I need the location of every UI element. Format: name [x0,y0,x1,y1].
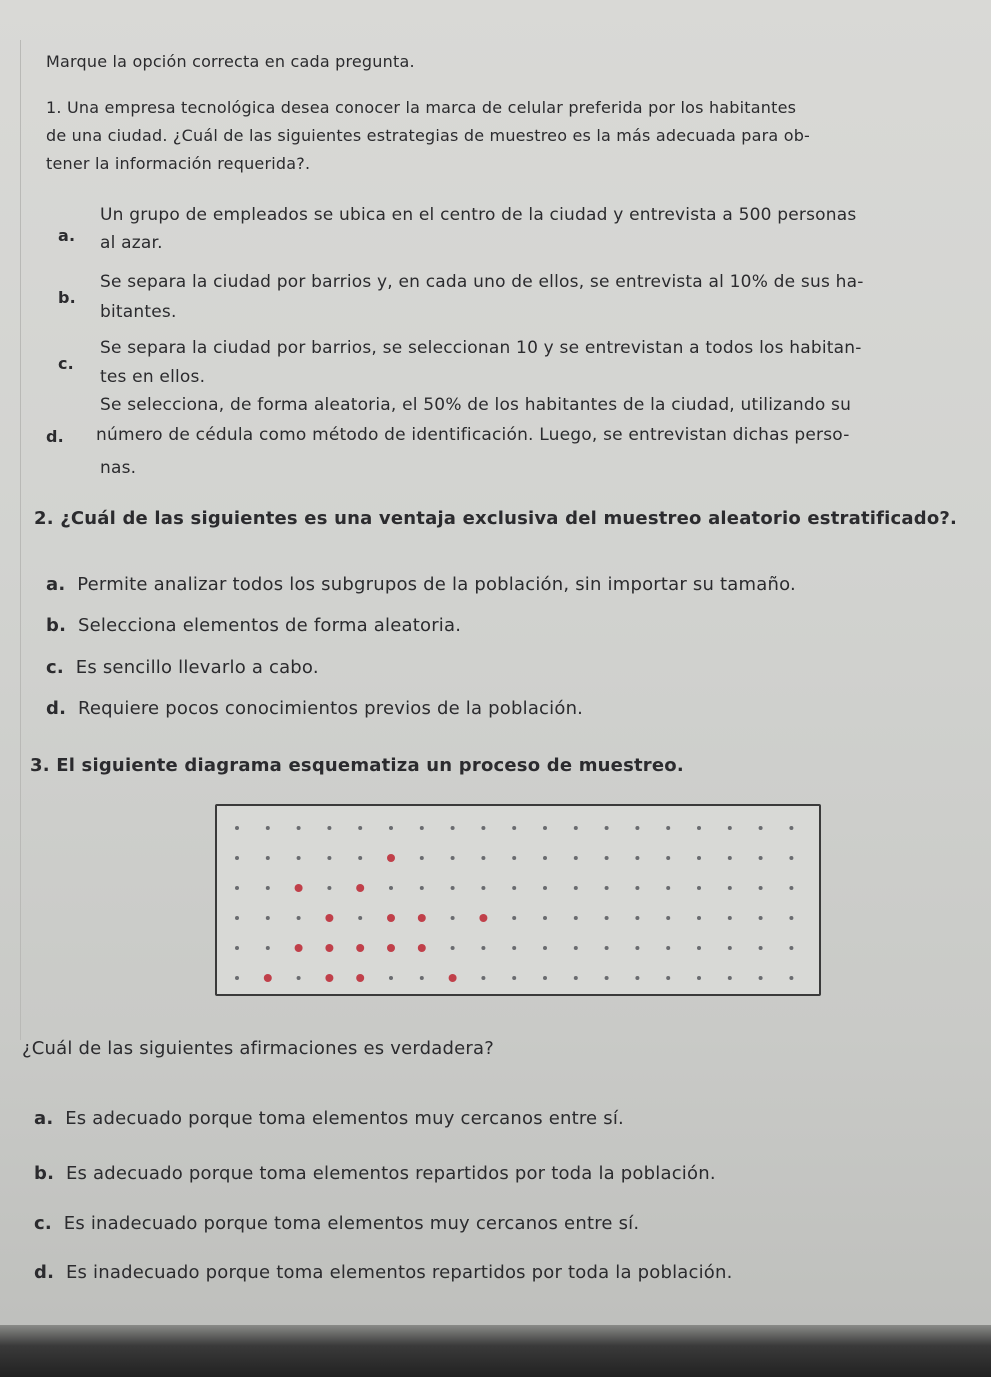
population-dot [358,856,362,860]
population-dot [512,826,516,830]
population-dot [451,886,455,890]
q1-option-d-line-2: número de cédula como método de identificación. Luego, se entrevistan dichas perso- [96,425,850,445]
q2-option-a[interactable] [46,574,796,595]
q1-option-a-line-1: Un grupo de empleados se ubica en el centro de la ciudad y entrevista a 500 personas [100,205,857,225]
q1-option-c-letter: c. [58,354,74,373]
sampling-diagram [215,804,821,996]
q3-option-a-text: Es adecuado porque toma elementos muy cercanos entre sí. [65,1108,624,1129]
q3-option-b[interactable] [34,1163,716,1184]
population-dot [789,976,793,980]
q1-option-d-line-3: nas. [100,458,137,478]
population-dot [666,916,670,920]
q2-option-d-text: Requiere pocos conocimientos previos de la población. [77,698,584,719]
population-dot [728,826,732,830]
q3-option-d-letter: d. [34,1262,55,1283]
population-dot [481,856,485,860]
population-dot [605,976,609,980]
population-dot [420,826,424,830]
bottom-edge-shadow [0,1325,991,1377]
population-dot [605,916,609,920]
population-dot [266,826,270,830]
population-dot [358,916,362,920]
population-dot [574,826,578,830]
q3-option-d[interactable] [34,1262,733,1283]
population-dot [235,916,239,920]
population-dot [481,946,485,950]
q2-question: 2. ¿Cuál de las siguientes es una ventaja exclusiva del muestreo aleatorio estratificado?. [34,508,958,529]
population-dot [728,856,732,860]
population-dot [543,916,547,920]
population-dot [666,856,670,860]
population-dot [512,946,516,950]
population-dot [297,916,301,920]
population-dot [266,916,270,920]
population-dot [635,886,639,890]
population-dot [389,886,393,890]
population-dot [235,856,239,860]
population-dot [451,856,455,860]
q1-option-b-letter: b. [58,288,76,307]
population-dot [451,916,455,920]
population-dot [605,946,609,950]
q2-option-c-letter: c. [46,657,64,678]
population-dot [728,946,732,950]
population-dot [235,826,239,830]
population-dot [697,826,701,830]
q3-option-b-text: Es adecuado porque toma elementos repartidos por toda la población. [65,1163,716,1184]
q3-question: ¿Cuál de las siguientes afirmaciones es verdadera? [22,1038,494,1059]
population-dot [235,946,239,950]
q1-option-d-letter: d. [46,427,64,446]
population-dot [697,946,701,950]
population-dot [358,826,362,830]
population-dot [666,946,670,950]
population-dot [728,976,732,980]
q2-option-a-letter: a. [46,574,66,595]
population-dot [789,856,793,860]
population-dot [574,856,578,860]
sampled-dot [418,914,426,922]
q2-option-c-text: Es sencillo llevarlo a cabo. [75,657,319,678]
q1-option-b-line-1: Se separa la ciudad por barrios y, en cada uno de ellos, se entrevista al 10% de sus ha- [100,272,864,292]
sampled-dot [387,944,395,952]
population-dot [420,886,424,890]
q2-option-d-letter: d. [46,698,67,719]
population-dot [574,976,578,980]
q3-intro: 3. El siguiente diagrama esquematiza un proceso de muestreo. [30,755,684,776]
population-dot [512,976,516,980]
population-dot [420,856,424,860]
population-dot [543,946,547,950]
q3-option-a-letter: a. [34,1108,54,1129]
q3-option-d-text: Es inadecuado porque toma elementos repartidos por toda la población. [65,1262,733,1283]
population-dot [635,976,639,980]
population-dot [605,886,609,890]
population-dot [635,826,639,830]
sampled-dot [325,974,333,982]
q2-option-c[interactable] [46,657,319,678]
q2-option-b[interactable] [46,615,461,636]
q1-stem-line-2: de una ciudad. ¿Cuál de las siguientes estrategias de muestreo es la más adecuada para ob- [46,126,811,145]
sampled-dot [356,944,364,952]
population-dot [574,946,578,950]
population-dot [481,976,485,980]
q3-option-c[interactable] [34,1213,639,1234]
sampled-dot [356,974,364,982]
population-dot [666,886,670,890]
margin-line [20,40,21,1040]
sampled-dot [264,974,272,982]
population-dot [759,946,763,950]
population-dot [451,946,455,950]
population-dot [759,976,763,980]
population-dot [759,856,763,860]
q1-text-1: Una empresa tecnológica desea conocer la marca de celular preferida por los habitantes [66,98,797,117]
population-dot [697,886,701,890]
population-dot [235,886,239,890]
q3-option-c-text: Es inadecuado porque toma elementos muy cercanos entre sí. [63,1213,640,1234]
q1-number: 1. [46,98,62,117]
population-dot [635,916,639,920]
q2-option-d[interactable] [46,698,583,719]
population-dot [666,976,670,980]
sampling-dot-grid [217,806,819,994]
population-dot [235,976,239,980]
population-dot [759,916,763,920]
q3-option-a[interactable] [34,1108,624,1129]
sampled-dot [418,944,426,952]
q1-option-a-letter: a. [58,226,76,245]
population-dot [543,976,547,980]
q3-option-c-letter: c. [34,1213,52,1234]
population-dot [297,976,301,980]
population-dot [759,886,763,890]
q2-option-b-text: Selecciona elementos de forma aleatoria. [77,615,462,636]
q1-option-d-line-1: Se selecciona, de forma aleatoria, el 50% de los habitantes de la ciudad, utilizando su [100,395,852,415]
sampled-dot [449,974,457,982]
population-dot [728,886,732,890]
population-dot [605,826,609,830]
instructions: Marque la opción correcta en cada pregunta. [46,52,415,71]
q1-option-c-line-2: tes en ellos. [100,367,206,387]
population-dot [420,976,424,980]
population-dot [389,976,393,980]
q1-stem-line-3: tener la información requerida?. [46,154,311,173]
population-dot [574,886,578,890]
population-dot [697,976,701,980]
q1-option-a-line-2: al azar. [100,233,163,253]
population-dot [481,826,485,830]
population-dot [543,856,547,860]
population-dot [481,886,485,890]
q1-stem-line-1 [46,98,796,117]
population-dot [266,946,270,950]
population-dot [297,856,301,860]
population-dot [759,826,763,830]
population-dot [327,826,331,830]
q2-option-b-letter: b. [46,615,67,636]
population-dot [327,886,331,890]
population-dot [266,886,270,890]
population-dot [789,886,793,890]
sampled-dot [325,914,333,922]
population-dot [451,826,455,830]
population-dot [635,946,639,950]
q2-option-a-text: Permite analizar todos los subgrupos de la población, sin importar su tamaño. [77,574,796,595]
q1-option-b-line-2: bitantes. [100,302,177,322]
sampled-dot [356,884,364,892]
sampled-dot [479,914,487,922]
population-dot [389,826,393,830]
sampled-dot [387,914,395,922]
sampled-dot [295,944,303,952]
sampled-dot [295,884,303,892]
population-dot [297,826,301,830]
population-dot [666,826,670,830]
population-dot [697,856,701,860]
population-dot [512,886,516,890]
q1-option-c-line-1: Se separa la ciudad por barrios, se seleccionan 10 y se entrevistan a todos los habitan- [100,338,862,358]
population-dot [605,856,609,860]
population-dot [574,916,578,920]
population-dot [728,916,732,920]
population-dot [543,886,547,890]
population-dot [512,916,516,920]
sampled-dot [325,944,333,952]
population-dot [789,946,793,950]
population-dot [266,856,270,860]
population-dot [543,826,547,830]
population-dot [789,916,793,920]
population-dot [635,856,639,860]
population-dot [327,856,331,860]
population-dot [789,826,793,830]
q3-option-b-letter: b. [34,1163,55,1184]
population-dot [512,856,516,860]
population-dot [697,916,701,920]
sampled-dot [387,854,395,862]
